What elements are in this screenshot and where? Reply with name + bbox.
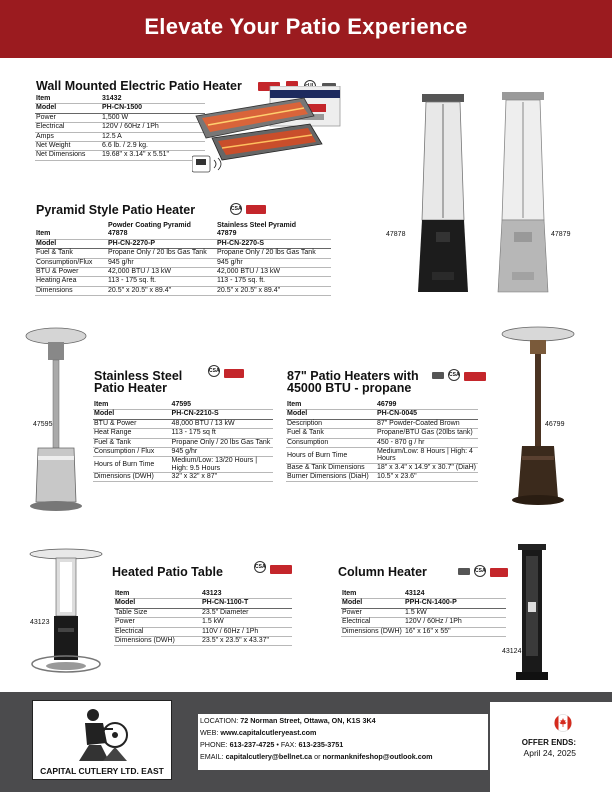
stainless-title-line1: Stainless Steel <box>94 369 183 383</box>
contact-text: 613-237-4725 <box>229 740 275 749</box>
table-row <box>35 104 205 113</box>
table-cell: 47879 <box>217 230 237 238</box>
table-row <box>286 473 478 482</box>
table-row <box>286 401 478 410</box>
canada-flag-icon <box>554 714 572 732</box>
table-row <box>35 277 331 286</box>
table-row <box>35 113 205 122</box>
table-cell: 1,500 W <box>102 113 129 121</box>
table-cell: Electrical <box>342 618 371 626</box>
email-link-2[interactable]: normanknifeshop@outlook.com <box>322 752 433 761</box>
patio87-truck-icon <box>432 372 444 379</box>
column-badge <box>490 568 508 577</box>
table-cell: Model <box>342 599 363 607</box>
offer-ends-date: April 24, 2025 <box>523 748 576 758</box>
table-row <box>93 410 273 419</box>
table-row <box>341 590 506 599</box>
table-cell: 945 g/hr <box>171 448 198 456</box>
wall-heater-image <box>192 86 342 178</box>
contact-text: • <box>276 740 279 749</box>
table-cell: PH-CN-0045 <box>376 410 418 418</box>
table-cell: PH-CN-2270-P <box>108 239 156 247</box>
table-row <box>341 608 506 617</box>
table-cell: Medium/Low: 8 Hours | High: 4 Hours <box>376 448 473 463</box>
patio87-heater-image <box>500 326 576 506</box>
patio87-cert-icon: CSA <box>448 369 460 381</box>
table-cell: Consumption <box>287 438 329 446</box>
table-cell: Hours of Burn Time <box>287 451 348 459</box>
web-line <box>200 728 316 737</box>
table-row <box>114 637 292 646</box>
column-cert-icon: CSA <box>474 565 486 577</box>
table-row <box>35 123 205 132</box>
table-cell: Hours of Burn Time <box>94 461 155 469</box>
table-cell: 113 - 175 sq. ft. <box>217 277 266 285</box>
table-cell: 113 - 175 sq ft <box>171 429 216 437</box>
table-cell: Dimensions <box>36 286 73 294</box>
table-cell: 47595 <box>171 401 192 408</box>
pyramid-item-left: 47878 <box>386 231 406 238</box>
table-cell: Fuel & Tank <box>36 249 73 257</box>
patio87-title-line2: 45000 BTU - propane <box>287 381 412 395</box>
table-cell: Model <box>36 239 57 247</box>
table-cell: Base & Tank Dimensions <box>287 463 365 471</box>
table-cell: Dimensions (DWH) <box>342 627 402 635</box>
table-cell: 47878 <box>108 230 128 238</box>
table-row <box>286 463 478 472</box>
table-cell: PH-CN-1100-T <box>202 599 249 607</box>
table-row <box>114 627 292 636</box>
table-cell: 42,000 BTU / 13 kW <box>108 268 172 276</box>
phone-line <box>200 740 343 749</box>
contact-block <box>198 714 488 770</box>
table-row <box>35 95 205 104</box>
table-cell: Propane Only / 20 lbs Gas Tank <box>217 249 316 257</box>
table-cell: 43124 <box>405 590 425 597</box>
table-row <box>286 438 478 447</box>
table-cell: 10.5" x 23.6" <box>376 473 417 481</box>
table-row <box>35 268 331 277</box>
table-spec-table <box>114 590 292 646</box>
table-row <box>93 401 273 410</box>
table-cell: Table Size <box>115 608 148 616</box>
table-cell: Net Weight <box>36 142 71 150</box>
offer-ends-label: OFFER ENDS: <box>521 738 576 747</box>
table-row <box>35 230 331 239</box>
table-cell: PH-CN-1500 <box>102 104 143 112</box>
table-row <box>35 249 331 258</box>
table-cell: 1.5 kW <box>405 608 427 616</box>
contact-text: WEB: <box>200 728 219 737</box>
table-row <box>93 438 273 447</box>
table-row <box>93 429 273 438</box>
stainless-item-no: 47595 <box>33 421 53 428</box>
table-cell: BTU & Power <box>94 419 137 427</box>
table-row <box>35 286 331 295</box>
table-cell: Item <box>287 401 302 408</box>
table-cell: 945 g/hr <box>217 258 243 266</box>
table-cell: Propane/BTU Gas (20lbs tank) <box>376 429 473 437</box>
pyramid-cert-icon: CSA <box>230 203 242 215</box>
table-cell: Model <box>115 599 136 607</box>
table-cell: Item <box>36 95 51 102</box>
table-cell: Consumption/Flux <box>36 258 93 266</box>
table-row <box>286 419 478 428</box>
contact-text: 613-235-3751 <box>298 740 344 749</box>
patio87-item-no: 46799 <box>545 421 565 428</box>
page-banner <box>0 0 612 58</box>
knife-grinder-logo-icon <box>73 705 133 763</box>
page-title: Elevate Your Patio Experience <box>144 14 468 39</box>
table-badge <box>270 565 292 574</box>
table-row <box>341 599 506 608</box>
table-cell: 945 g/hr <box>108 258 134 266</box>
column-truck-icon <box>458 568 470 575</box>
contact-text: 72 Norman Street, Ottawa, ON, K1S 3K4 <box>240 716 376 725</box>
table-cell: 6.6 lb. / 2.9 kg. <box>102 142 148 150</box>
table-cell: Description <box>287 419 323 427</box>
table-cell: 48,000 BTU / 13 kW <box>171 419 235 427</box>
table-cell: Amps <box>36 132 54 140</box>
table-row <box>35 142 205 151</box>
pyramid-spec-table <box>35 222 331 296</box>
table-cell: Electrical <box>115 627 144 635</box>
contact-text: PHONE: <box>200 740 228 749</box>
table-cell: Dimensions (DWH) <box>115 637 175 645</box>
table-row <box>35 132 205 141</box>
table-heater-title: Heated Patio Table <box>112 565 223 579</box>
table-cell: Dimensions (DWH) <box>94 473 154 481</box>
table-cell: Burner Dimensions (DiaH) <box>287 473 369 481</box>
table-row <box>341 618 506 627</box>
table-cell: Power <box>342 608 362 616</box>
table-cell: 87" Powder-Coated Brown <box>376 419 460 427</box>
table-cell: Propane Only / 20 lbs Gas Tank <box>171 438 271 446</box>
contact-text: FAX: <box>280 740 297 749</box>
stainless-spec-table <box>93 401 273 482</box>
table-cell: Item <box>36 230 51 238</box>
table-row <box>35 151 205 160</box>
location-line <box>200 716 376 725</box>
table-cell: Fuel & Tank <box>287 429 324 437</box>
table-cell: 450 - 870 g / hr <box>376 438 425 446</box>
table-cell: PH-CN-2210-S <box>171 410 219 418</box>
table-cell: 32" x 32" x 87" <box>171 473 218 481</box>
patio87-badge <box>464 372 486 381</box>
web-link[interactable]: www.capitalcutleryeast.com <box>220 728 317 737</box>
table-cell: Item <box>342 590 357 597</box>
table-cell: Heating Area <box>36 277 77 285</box>
table-row <box>286 429 478 438</box>
email-line <box>200 752 433 761</box>
company-name: CAPITAL CUTLERY LTD. EAST <box>40 766 164 776</box>
table-cell: 19.68" x 3.14" x 5.51" <box>102 151 169 159</box>
table-row <box>286 410 478 419</box>
table-cell: PH-CN-2270-S <box>217 239 265 247</box>
table-row <box>93 419 273 428</box>
table-cell: Power <box>36 113 56 121</box>
column-spec-table <box>341 590 506 637</box>
email-link-1[interactable]: capitalcutlery@bellnet.ca <box>225 752 313 761</box>
table-cell: 20.5" x 20.5" x 89.4" <box>108 286 172 294</box>
table-row <box>114 590 292 599</box>
pyramid-item-right: 47879 <box>551 231 571 238</box>
table-item-no: 43123 <box>30 619 50 626</box>
table-row <box>35 258 331 267</box>
table-cell: Item <box>115 590 130 597</box>
table-cell: Power <box>115 618 135 626</box>
table-cell: BTU & Power <box>36 268 79 276</box>
stainless-title-line2: Patio Heater <box>94 381 167 395</box>
table-cell: Consumption / Flux <box>94 448 155 456</box>
table-row <box>93 457 273 473</box>
contact-text: EMAIL: <box>200 752 224 761</box>
table-row <box>35 222 331 230</box>
column-item-no: 43124 <box>502 648 522 655</box>
table-cell: Stainless Steel Pyramid <box>217 222 296 229</box>
pyramid-heaters-image <box>408 92 558 302</box>
table-cell: Powder Coating Pyramid <box>108 222 191 229</box>
table-row <box>93 448 273 457</box>
table-cell: Model <box>287 410 308 418</box>
table-cell: Item <box>94 401 109 408</box>
pyramid-heater-title: Pyramid Style Patio Heater <box>36 203 196 217</box>
column-heater-image <box>512 542 552 690</box>
table-heater-image <box>28 548 104 678</box>
table-row <box>286 448 478 464</box>
table-cell: 23.5" Diameter <box>202 608 249 616</box>
table-cell: 12.5 A <box>102 132 122 140</box>
table-cell: 18" x 3.4" x 14.9" x 30.7" (DiaH) <box>376 463 476 471</box>
table-cert-icon: CSA <box>254 561 266 573</box>
table-cell: Medium/Low: 13/20 Hours | High: 9.5 Hours <box>171 457 258 472</box>
table-row <box>114 608 292 617</box>
contact-text: or <box>314 752 321 761</box>
pyramid-badge <box>246 205 266 214</box>
table-cell: 20.5" x 20.5" x 89.4" <box>217 286 281 294</box>
table-cell: Model <box>94 410 115 418</box>
table-row <box>341 627 506 636</box>
table-cell: PPH-CN-1400-P <box>405 599 457 607</box>
wall-spec-table <box>35 95 205 161</box>
table-cell: Net Dimensions <box>36 151 86 159</box>
table-cell <box>35 222 107 230</box>
table-cell: 120V / 60Hz / 1Ph <box>102 123 159 131</box>
table-cell: 23.5" x 23.5" x 43.37" <box>202 637 269 645</box>
company-logo <box>32 700 172 780</box>
table-row <box>114 618 292 627</box>
table-cell: 1.5 kW <box>202 618 224 626</box>
table-cell: Model <box>36 104 57 112</box>
table-cell: Fuel & Tank <box>94 438 131 446</box>
table-cell: 110V / 60Hz / 1Ph <box>202 627 259 635</box>
contact-text: LOCATION: <box>200 716 239 725</box>
table-cell: 120V / 60Hz / 1Ph <box>405 618 462 626</box>
table-cell: 42,000 BTU / 13 kW <box>217 268 281 276</box>
column-heater-title: Column Heater <box>338 565 427 579</box>
table-cell: 43123 <box>202 590 222 597</box>
table-cell: 113 - 175 sq. ft. <box>108 277 157 285</box>
table-row <box>35 239 331 248</box>
offer-block <box>490 702 612 792</box>
table-cell: 46799 <box>376 401 397 408</box>
stainless-heater-image <box>24 326 88 514</box>
table-cell: Electrical <box>36 123 65 131</box>
patio87-spec-table <box>286 401 478 482</box>
stainless-cert-icon: CSA <box>208 365 220 377</box>
table-cell: Propane Only / 20 lbs Gas Tank <box>108 249 207 257</box>
stainless-badge <box>224 369 244 378</box>
table-row <box>93 473 273 482</box>
patio87-title-line1: 87" Patio Heaters with <box>287 369 419 383</box>
table-cell: 16" x 16" x 55" <box>405 627 451 635</box>
table-cell: 31432 <box>102 95 122 102</box>
table-cell: Heat Range <box>94 429 132 437</box>
table-row <box>114 599 292 608</box>
wall-heater-title: Wall Mounted Electric Patio Heater <box>36 79 242 93</box>
